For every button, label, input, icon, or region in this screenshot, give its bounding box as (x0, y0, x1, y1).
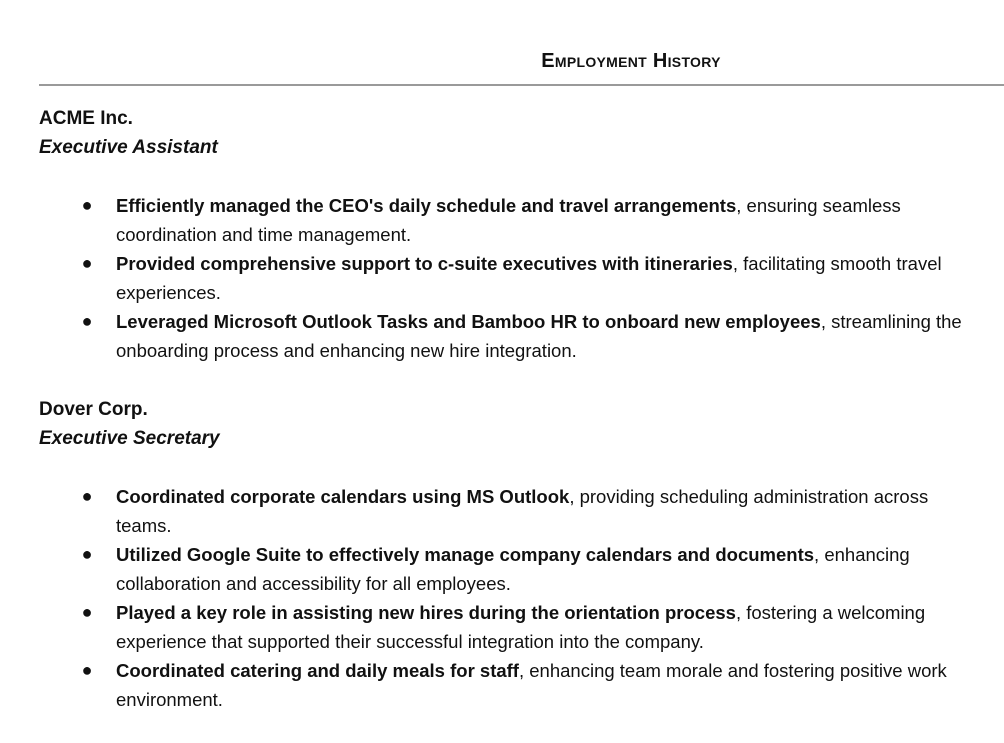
responsibilities-list (39, 482, 969, 714)
list-item (39, 656, 969, 714)
bullet-text: , fostering a welcoming experience that supported their successful integration into the company. (116, 602, 926, 652)
bullet-highlight: Utilized Google Suite to effectively manage company calendars and documents (116, 544, 815, 565)
bullet-highlight: Efficiently managed the CEO's daily schedule and travel arrangements (116, 195, 737, 216)
bullet-highlight: Played a key role in assisting new hires during the orientation process (116, 602, 736, 623)
bullet-icon: ● (81, 660, 93, 680)
bullet-highlight: Coordinated corporate calendars using MS Outlook (116, 486, 570, 507)
section-divider (39, 84, 1004, 86)
bullet-text: , facilitating smooth travel experiences. (116, 253, 942, 303)
bullet-text: , enhancing collaboration and accessibility for all employees. (116, 544, 910, 594)
bullet-highlight: Leveraged Microsoft Outlook Tasks and Bamboo HR to onboard new employees (116, 311, 821, 332)
list-item (39, 540, 969, 598)
company-name: ACME Inc. (39, 108, 133, 129)
job-entry (39, 395, 969, 714)
list-item (39, 598, 969, 656)
bullet-highlight: Provided comprehensive support to c-suite executives with itineraries (116, 253, 733, 274)
bullet-highlight: Coordinated catering and daily meals for staff (116, 660, 519, 681)
company-name: Dover Corp. (39, 399, 148, 420)
list-item (39, 249, 969, 307)
bullet-icon: ● (81, 311, 93, 331)
bullet-text: , ensuring seamless coordination and time management. (116, 195, 901, 245)
bullet-icon: ● (81, 544, 93, 564)
list-item (39, 482, 969, 540)
list-item (39, 307, 969, 365)
bullet-icon: ● (81, 486, 93, 506)
job-title: Executive Secretary (39, 428, 220, 449)
bullet-text: , streamlining the onboarding process and enhancing new hire integration. (116, 311, 962, 361)
bullet-icon: ● (81, 195, 93, 215)
job-entry (39, 104, 969, 365)
bullet-text: , enhancing team morale and fostering positive work environment. (116, 660, 947, 710)
responsibilities-list (39, 191, 969, 365)
section-title: Employment History (541, 50, 721, 72)
bullet-icon: ● (81, 602, 93, 622)
bullet-text: , providing scheduling administration across teams. (116, 486, 929, 536)
bullet-icon: ● (81, 253, 93, 273)
list-item (39, 191, 969, 249)
job-title: Executive Assistant (39, 137, 218, 158)
